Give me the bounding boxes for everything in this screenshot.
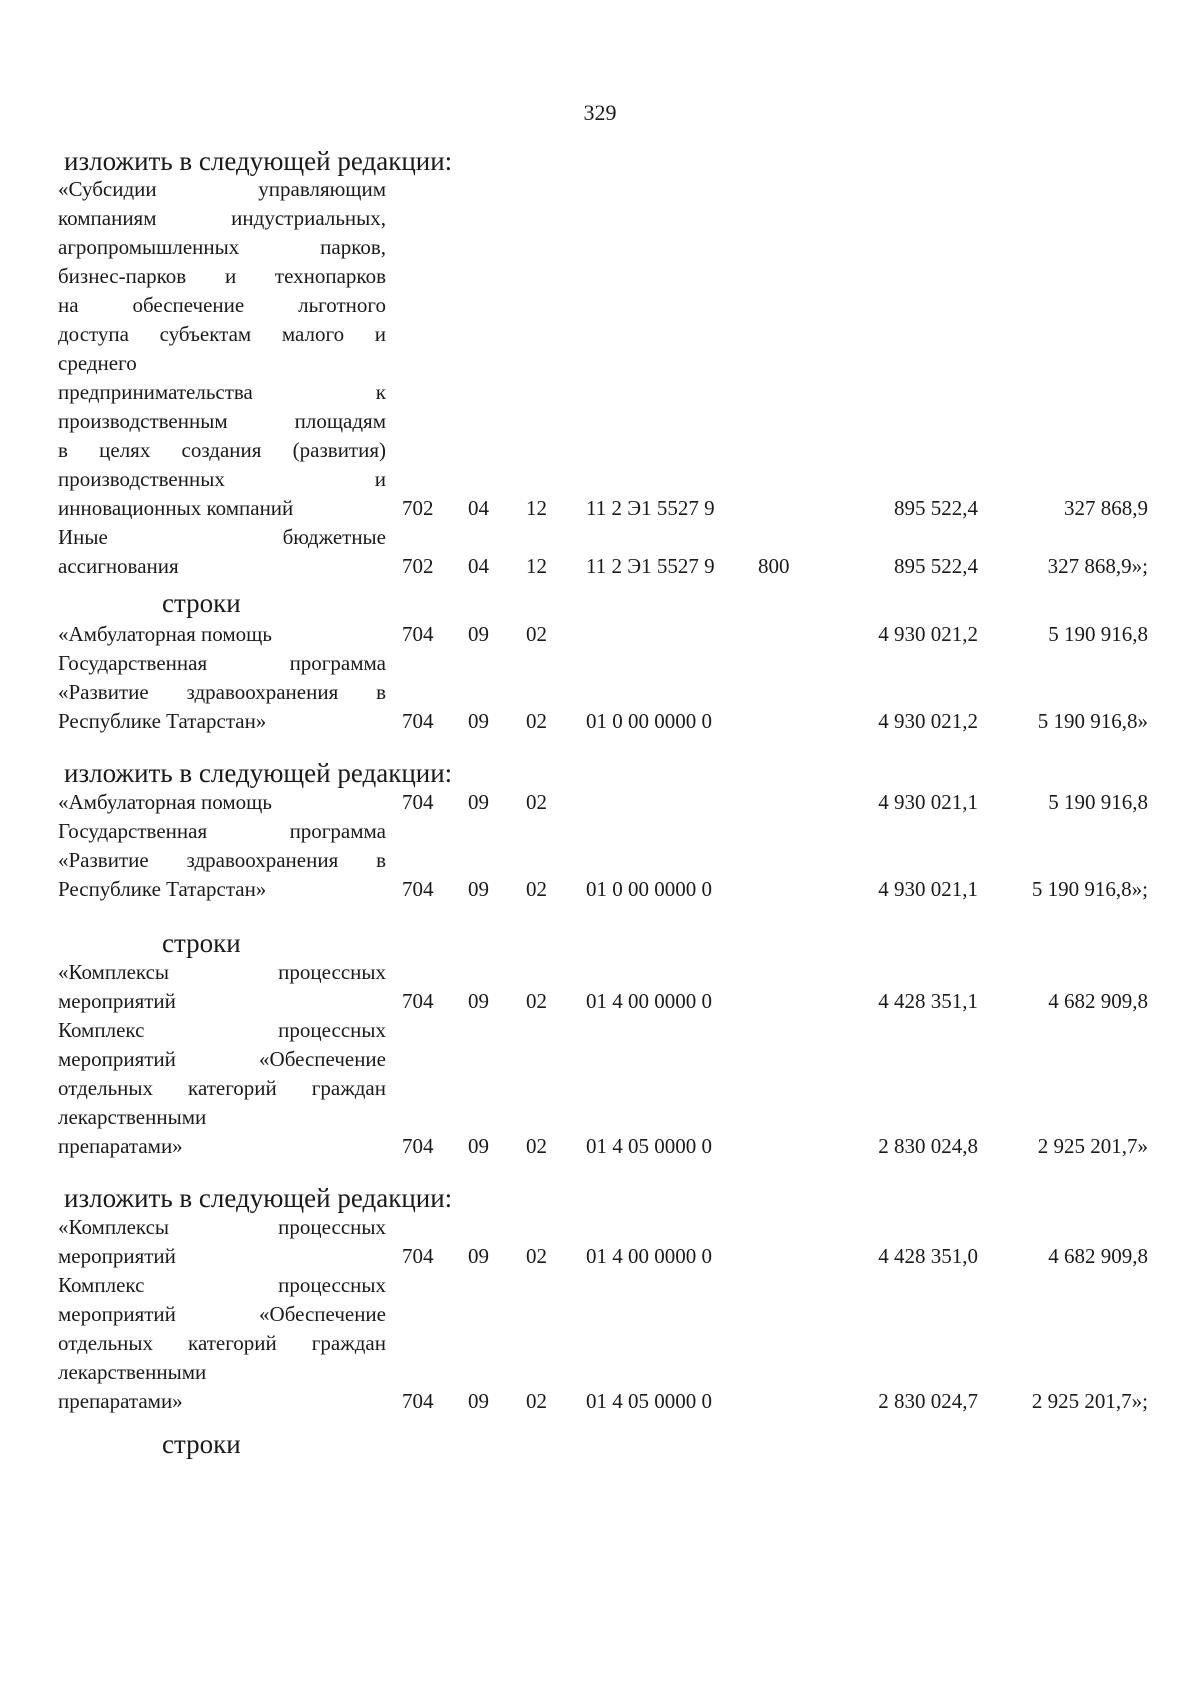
code-target-article: 11 2 Э1 5527 9 bbox=[586, 496, 715, 520]
row-name-line: препаратами» bbox=[58, 1389, 183, 1413]
section-heading-rows: строки bbox=[162, 928, 241, 958]
row-name-line: производственных и bbox=[58, 467, 386, 491]
code-subsection: 12 bbox=[526, 554, 547, 578]
code-ministry: 704 bbox=[402, 709, 434, 733]
code-section: 09 bbox=[468, 1134, 489, 1158]
code-section: 09 bbox=[468, 989, 489, 1013]
row-name-line: Иные бюджетные bbox=[58, 525, 386, 549]
table-row-line bbox=[0, 1242, 1200, 1271]
code-target-article: 01 4 05 0000 0 bbox=[586, 1134, 712, 1158]
row-name-line: среднего bbox=[58, 351, 137, 375]
row-name-line: Комплекс процессных bbox=[58, 1273, 386, 1297]
table-row-line bbox=[0, 1271, 1200, 1300]
table-row-line bbox=[0, 204, 1200, 233]
amount-year-2: 4 682 909,8 bbox=[1048, 1244, 1148, 1268]
table-row-line bbox=[0, 1300, 1200, 1329]
row-name-line: Республике Татарстан» bbox=[58, 709, 267, 733]
table-row-line bbox=[0, 494, 1200, 523]
code-section: 09 bbox=[468, 1244, 489, 1268]
row-name-line: агропромышленных парков, bbox=[58, 235, 386, 259]
table-row-line bbox=[0, 523, 1200, 552]
amount-year-1: 2 830 024,8 bbox=[878, 1134, 978, 1158]
table-row-line bbox=[0, 1387, 1200, 1416]
code-ministry: 704 bbox=[402, 622, 434, 646]
row-name-line: Комплекс процессных bbox=[58, 1018, 386, 1042]
code-section: 09 bbox=[468, 709, 489, 733]
code-subsection: 02 bbox=[526, 1389, 547, 1413]
table-row-line bbox=[0, 987, 1200, 1016]
row-name-line: в целях создания (развития) bbox=[58, 438, 386, 462]
amount-year-2: 327 868,9 bbox=[1064, 496, 1148, 520]
amount-year-1: 2 830 024,7 bbox=[878, 1389, 978, 1413]
row-name-line: предпринимательства к bbox=[58, 380, 386, 404]
code-target-article: 01 4 00 0000 0 bbox=[586, 1244, 712, 1268]
code-section: 04 bbox=[468, 554, 489, 578]
code-subsection: 02 bbox=[526, 1244, 547, 1268]
row-name-line: «Развитие здравоохранения в bbox=[58, 680, 386, 704]
section-heading-rows: строки bbox=[162, 1429, 241, 1459]
amount-year-1: 4 428 351,0 bbox=[878, 1244, 978, 1268]
budget-table-block bbox=[0, 620, 1200, 736]
row-name-line: препаратами» bbox=[58, 1134, 183, 1158]
budget-table-block bbox=[0, 958, 1200, 1161]
table-row-line bbox=[0, 320, 1200, 349]
row-name-line: производственным площадям bbox=[58, 409, 386, 433]
table-row-line bbox=[0, 817, 1200, 846]
table-row-line bbox=[0, 707, 1200, 736]
table-row-line bbox=[0, 846, 1200, 875]
row-name-line: Республике Татарстан» bbox=[58, 877, 267, 901]
amount-year-2: 5 190 916,8»; bbox=[1031, 877, 1148, 901]
code-section: 09 bbox=[468, 877, 489, 901]
table-row-line bbox=[0, 788, 1200, 817]
code-target-article: 01 0 00 0000 0 bbox=[586, 877, 712, 901]
code-subsection: 02 bbox=[526, 622, 547, 646]
code-section: 09 bbox=[468, 622, 489, 646]
code-ministry: 704 bbox=[402, 989, 434, 1013]
row-name-line: ассигнования bbox=[58, 554, 179, 578]
table-row-line bbox=[0, 552, 1200, 581]
row-name-line: бизнес-парков и технопарков bbox=[58, 264, 386, 288]
section-heading-new-edition: изложить в следующей редакции: bbox=[64, 758, 453, 788]
code-ministry: 702 bbox=[402, 496, 434, 520]
budget-table-block bbox=[0, 1213, 1200, 1416]
code-ministry: 704 bbox=[402, 1389, 434, 1413]
row-name-line: «Развитие здравоохранения в bbox=[58, 848, 386, 872]
code-ministry: 704 bbox=[402, 790, 434, 814]
table-row-line bbox=[0, 1074, 1200, 1103]
amount-year-1: 4 930 021,1 bbox=[878, 790, 978, 814]
table-row-line bbox=[0, 1329, 1200, 1358]
table-row-line bbox=[0, 678, 1200, 707]
amount-year-2: 5 190 916,8» bbox=[1037, 709, 1148, 733]
code-subsection: 02 bbox=[526, 709, 547, 733]
row-name-line: лекарственными bbox=[58, 1360, 207, 1384]
code-section: 09 bbox=[468, 1389, 489, 1413]
row-name-line: «Амбулаторная помощь bbox=[58, 622, 272, 646]
amount-year-2: 4 682 909,8 bbox=[1048, 989, 1148, 1013]
row-name-line: отдельных категорий граждан bbox=[58, 1331, 386, 1355]
table-row-line bbox=[0, 1358, 1200, 1387]
row-name-line: «Комплексы процессных bbox=[58, 960, 386, 984]
amount-year-2: 327 868,9»; bbox=[1047, 554, 1148, 578]
code-target-article: 11 2 Э1 5527 9 bbox=[586, 554, 715, 578]
code-subsection: 02 bbox=[526, 877, 547, 901]
amount-year-1: 4 930 021,1 bbox=[878, 877, 978, 901]
row-name-line: «Субсидии управляющим bbox=[58, 177, 386, 201]
code-expense-type: 800 bbox=[758, 554, 790, 578]
code-subsection: 02 bbox=[526, 989, 547, 1013]
amount-year-2: 5 190 916,8 bbox=[1048, 790, 1148, 814]
table-row-line bbox=[0, 649, 1200, 678]
section-heading-rows: строки bbox=[162, 588, 241, 618]
row-name-line: инновационных компаний bbox=[58, 496, 294, 520]
table-row-line bbox=[0, 1045, 1200, 1074]
code-ministry: 704 bbox=[402, 877, 434, 901]
table-row-line bbox=[0, 436, 1200, 465]
amount-year-2: 2 925 201,7»; bbox=[1031, 1389, 1148, 1413]
code-ministry: 704 bbox=[402, 1134, 434, 1158]
table-row-line bbox=[0, 233, 1200, 262]
page-number: 329 bbox=[583, 100, 617, 125]
table-row-line bbox=[0, 1213, 1200, 1242]
code-section: 04 bbox=[468, 496, 489, 520]
code-section: 09 bbox=[468, 790, 489, 814]
amount-year-2: 2 925 201,7» bbox=[1037, 1134, 1148, 1158]
row-name-line: «Амбулаторная помощь bbox=[58, 790, 272, 814]
table-row-line bbox=[0, 378, 1200, 407]
table-row-line bbox=[0, 620, 1200, 649]
budget-table-block bbox=[0, 175, 1200, 581]
row-name-line: лекарственными bbox=[58, 1105, 207, 1129]
code-ministry: 702 bbox=[402, 554, 434, 578]
row-name-line: мероприятий bbox=[58, 1244, 176, 1268]
row-name-line: мероприятий «Обеспечение bbox=[58, 1302, 386, 1326]
table-row-line bbox=[0, 291, 1200, 320]
amount-year-1: 4 428 351,1 bbox=[878, 989, 978, 1013]
table-row-line bbox=[0, 175, 1200, 204]
code-ministry: 704 bbox=[402, 1244, 434, 1268]
table-row-line bbox=[0, 1016, 1200, 1045]
row-name-line: отдельных категорий граждан bbox=[58, 1076, 386, 1100]
table-row-line bbox=[0, 262, 1200, 291]
amount-year-1: 4 930 021,2 bbox=[878, 709, 978, 733]
row-name-line: мероприятий «Обеспечение bbox=[58, 1047, 386, 1071]
amount-year-1: 895 522,4 bbox=[894, 496, 978, 520]
section-heading-new-edition: изложить в следующей редакции: bbox=[64, 146, 453, 176]
code-subsection: 02 bbox=[526, 1134, 547, 1158]
row-name-line: компаниям индустриальных, bbox=[58, 206, 386, 230]
row-name-line: мероприятий bbox=[58, 989, 176, 1013]
row-name-line: на обеспечение льготного bbox=[58, 293, 386, 317]
table-row-line bbox=[0, 407, 1200, 436]
amount-year-2: 5 190 916,8 bbox=[1048, 622, 1148, 646]
code-subsection: 02 bbox=[526, 790, 547, 814]
section-heading-new-edition: изложить в следующей редакции: bbox=[64, 1183, 453, 1213]
code-target-article: 01 0 00 0000 0 bbox=[586, 709, 712, 733]
table-row-line bbox=[0, 465, 1200, 494]
table-row-line bbox=[0, 875, 1200, 904]
table-row-line bbox=[0, 958, 1200, 987]
budget-table-block bbox=[0, 788, 1200, 904]
amount-year-1: 4 930 021,2 bbox=[878, 622, 978, 646]
table-row-line bbox=[0, 349, 1200, 378]
code-target-article: 01 4 05 0000 0 bbox=[586, 1389, 712, 1413]
row-name-line: Государственная программа bbox=[58, 651, 386, 675]
code-subsection: 12 bbox=[526, 496, 547, 520]
row-name-line: доступа субъектам малого и bbox=[58, 322, 386, 346]
row-name-line: Государственная программа bbox=[58, 819, 386, 843]
code-target-article: 01 4 00 0000 0 bbox=[586, 989, 712, 1013]
table-row-line bbox=[0, 1103, 1200, 1132]
amount-year-1: 895 522,4 bbox=[894, 554, 978, 578]
row-name-line: «Комплексы процессных bbox=[58, 1215, 386, 1239]
table-row-line bbox=[0, 1132, 1200, 1161]
